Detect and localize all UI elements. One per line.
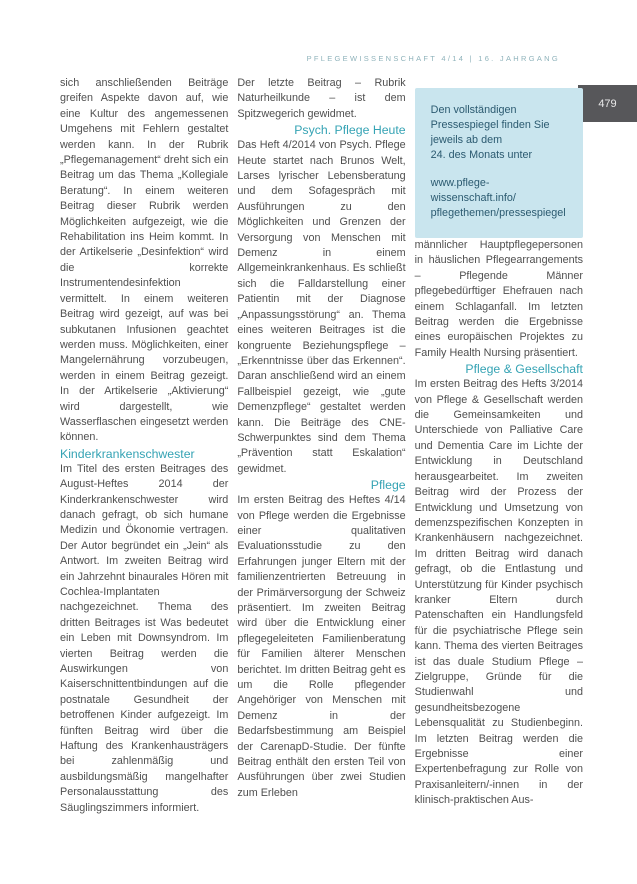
info-box-line: 24. des Monats unter [430, 149, 533, 161]
pressespiegel-url [431, 176, 569, 221]
section-heading-pflege: Pflege [370, 478, 406, 493]
info-box-line: jeweils ab dem [430, 134, 503, 146]
pressespiegel-url-line: www.pflege-wissenschaft.info/ [430, 177, 516, 204]
column-left [60, 76, 228, 816]
paragraph-pflege: Im ersten Beitrag des Heftes 4/14 von Pflege werden die Ergebnisse einer qualitativen Evaluationsstudie zu den Erfahrungen junger Eltern mit der familienzentrierten Betreuung in der Primärversorgung der Schweiz präsentiert. Im zweiten Beitrag wird über die Entwicklung einer pflegegeleiteten Familienberatung für Familien älterer Menschen berichtet. Im dritten Beitrag geht es um die Rolle pflegender Angehöriger von Menschen mit Demenz in der Bedarfsbestimmung am Beispiel der CarenapD-Studie. Der fünfte Beitrag enthält den ersten Teil von Ausführungen über zwei Studien zum Erleben [237, 494, 406, 799]
text-columns [60, 76, 583, 816]
info-box-line: Pressespiegel finden Sie [430, 119, 550, 131]
column-middle [237, 76, 405, 816]
paragraph-pflege-continued: männlicher Hauptpflegepersonen in häuslichen Pflegearrangements – Pflegende Männer pflegebedürftiger Ehefrauen nach einem Schlaganfall. Im letzten Beitrag werden die Ergebnisse eines europäischen Projektes zu Family Health Nursing präsentiert. [414, 239, 583, 359]
section-heading-kinderkrankenschwester: Kinderkrankenschwester [60, 446, 195, 461]
page-number: 479 [598, 97, 617, 110]
pressespiegel-info-box [415, 88, 583, 238]
paragraph-pflege-gesellschaft: Im ersten Beitrag des Hefts 3/2014 von Pflege & Gesellschaft werden die Gemeinsamkeiten und Unterschiede von Palliative Care und Dementia Care im Lichte der Entwicklung in Deutschland herausgearbeitet. Im zweiten Beitrag wird der Prozess der Entwicklung und Umsetzung von demenzspezifischen Konzepten in Krankenhäusern nachgezeichnet. Im dritten Beitrag wird danach gefragt, ob die Entlastung und Unterstützung für Kinder psychisch kranker Eltern durch Patenschaften ein Handlungsfeld für die psychiatrische Pflege sein kann. Thema des vierten Beitrages ist das duale Studium Pflege – Zielgruppe, Gründe für die Studienwahl und gesundheitsbezogene Lebensqualität zu Studienbeginn. Im letzten Beitrag werden die Ergebnisse einer Expertenbefragung zur Rolle von Praxisanleitern/-innen in der klinisch-praktischen Aus- [414, 378, 583, 807]
info-box-line: Den vollständigen [430, 104, 517, 116]
paragraph-naturheilkunde: Der letzte Beitrag – Rubrik Naturheilkunde – ist dem Spitzwegerich gewidmet. [237, 77, 406, 120]
section-heading-psych-pflege-heute: Psych. Pflege Heute [294, 123, 406, 138]
journal-header-line: PFLEGEWISSENSCHAFT 4/14 | 16. JAHRGANG [306, 54, 560, 63]
paragraph-psych-pflege-heute: Das Heft 4/2014 von Psych. Pflege Heute startet nach Brunos Welt, Larses lyrischer Lebensberatung und dem Sofagespräch mit Ausführungen zu den Möglichkeiten und Grenzen der Versorgung von Menschen mit Demenz in einem Allgemeinkrankenhaus. Es schließt sich die Falldarstellung einer Patientin mit der Diagnose „Anpassungsstörung“ an. Thema eines weiteren Beitrages ist die kongruente Beziehungspflege – „Erkenntnisse über das Erkennen“. Daran anschließend wird an einem Fallbeispiel gezeigt, wie „gute Demenzpflege“ gestaltet werden kann. Die Beiträge des CNE-Schwerpunktes sind dem Thema „Prävention statt Eskalation“ gewidmet. [237, 139, 406, 475]
pressespiegel-url-line: pflegethemen/pressespiegel [430, 207, 566, 219]
paragraph-kinderkrankenschwester: Im Titel des ersten Beitrages des August-Heftes 2014 der Kinderkrankenschwester wird danach gefragt, ob sich humane Medizin und Ökonomie vertragen. Der Autor begründet ein „Jein“ als Antwort. Im zweiten Beitrag wird ein Jahrzehnt binaurales Hören mit Cochlea-Implantaten nachgezeichnet. Thema des dritten Beitrages ist Was bedeutet ein Leben mit Downsyndrom. Im vierten Beitrag werden die Auswirkungen von Kaiserschnittentbindungen auf die postnatale Gesundheit der betroffenen Kinder aufgezeigt. Im fünften Beitrag wird über die Haftung des Krankenhausträgers bei zahlenmäßig und ausbildungsmäßig mangelhafter Personalausstattung des Säuglingszimmers informiert. [60, 462, 229, 814]
page-number-tab [578, 85, 637, 122]
section-heading-pflege-gesellschaft: Pflege & Gesellschaft [465, 362, 583, 377]
column-right [415, 76, 583, 816]
paragraph-pflegemanagement: sich anschließenden Beiträge greifen Aspekte davon auf, wie eine Kultur des angemessenen Umgehens mit Fehlern gestaltet werden kann. In der Rubrik „Pflegemanagement“ dreht sich ein Beitrag um das Thema „Kollegiale Beratung“. In einem weiteren Beitrag dieser Rubrik werden Möglichkeiten aufgezeigt, wie die Rehabilitation ins Heim kommt. In der Artikelserie „Desinfektion“ wird die korrekte Instrumentendesinfektion vermittelt. In einem weiteren Beitrag wird gezeigt, auf was bei subkutanen Infusionen geachtet werden muss. Möglichkeiten, einer Mangelernährung vorzubeugen, werden in einem Beitrag gezeigt. In der Artikelserie „Aktivierung“ wird dargestellt, wie Wasserflaschen eingesetzt werden können. [60, 77, 229, 444]
